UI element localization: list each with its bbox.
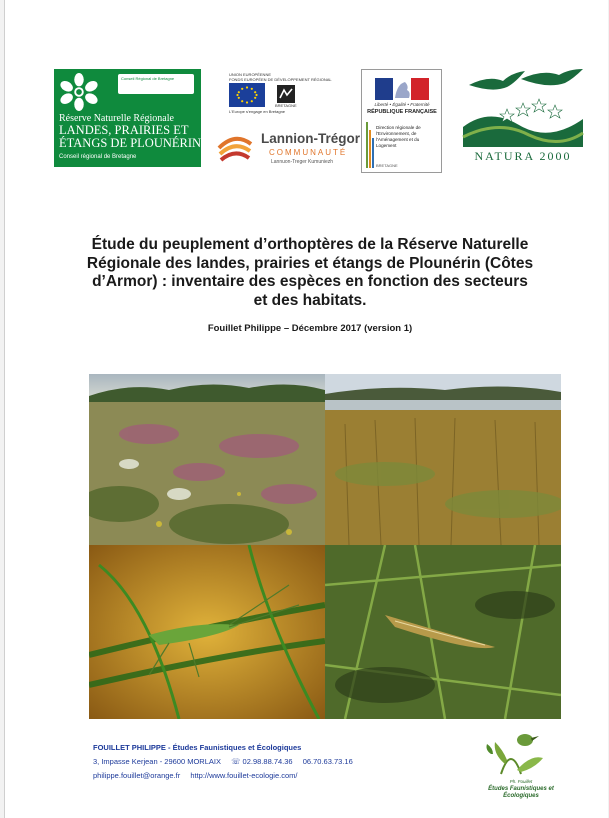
- footer-phone: ☏ 02.98.88.74.36: [231, 757, 293, 766]
- reserve-naturelle-logo: [54, 69, 201, 167]
- rnr-line-2: LANDES, PRAIRIES ET: [59, 123, 189, 137]
- rnr-line-3: ÉTANGS DE PLOUNÉRIN: [59, 136, 202, 150]
- marianne-icon: [375, 78, 429, 100]
- lannion-tregor-community: COMMUNAUTÉ: [269, 148, 348, 157]
- lannion-tregor-breton: Lannuon-Treger Kumuniezh: [271, 159, 334, 165]
- dreal-bars-icon: [366, 122, 374, 168]
- lannion-tregor-logo: [217, 128, 360, 168]
- footer-address-row: [93, 755, 473, 769]
- photo-pond-meadow: [325, 374, 561, 545]
- document-title: Étude du peuplement d’orthoptères de la Réserve Naturelle Régionale des landes, prairies et étangs de Plounérin (Côtes d’Armor) : inventaire des espèces en fonction des secteurs et des habitats.: [86, 236, 534, 309]
- fouillet-logo-text: Études Faunistiques et Écologiques: [488, 786, 554, 799]
- footer-mobile: 06.70.63.73.16: [302, 757, 353, 766]
- footer-organization: FOUILLET PHILIPPE - Études Faunistiques et Écologiques: [93, 743, 302, 752]
- fouillet-bird-icon: [481, 724, 561, 779]
- region-mini-logo: Conseil Régional de Bretagne: [118, 74, 194, 94]
- fouillet-logo-name: Ph. Fouillet: [509, 779, 533, 784]
- photo-grid: [89, 374, 561, 719]
- lannion-tregor-mark-icon: [217, 130, 253, 164]
- natura-2000-icon: [459, 67, 587, 147]
- footer-contact: [93, 741, 473, 783]
- reserve-flower-icon: [60, 73, 98, 111]
- republic-motto: Liberté • Égalité • Fraternité: [374, 102, 430, 107]
- natura-2000-label: NATURA 2000: [474, 149, 572, 163]
- bretagne-icon: [277, 85, 295, 103]
- footer-address: 3, Impasse Kerjean - 29600 MORLAIX: [93, 757, 221, 766]
- dreal-direction: Direction régionale de l'Environnement, de l'Aménagement et du Logement: [376, 125, 421, 148]
- prefecture-dreal-logo: [361, 69, 442, 173]
- fouillet-logo: [481, 724, 561, 810]
- eu-caption: UNION EUROPÉENNE FONDS EUROPÉEN DE DÉVELOPPEMENT RÉGIONAL: [229, 72, 332, 82]
- natura-2000-logo: [459, 67, 587, 171]
- footer-email-link[interactable]: philippe.fouillet@orange.fr: [93, 771, 181, 780]
- eu-flag-icon: [229, 83, 265, 107]
- document-page: [4, 0, 608, 818]
- footer-website-link[interactable]: http://www.fouillet-ecologie.com/: [190, 771, 298, 780]
- lannion-tregor-name: Lannion-Trégor: [261, 131, 360, 146]
- rnr-line-4: Conseil régional de Bretagne: [59, 154, 137, 160]
- bretagne-label: BRETAGNE: [275, 103, 297, 108]
- republic-name: RÉPUBLIQUE FRANÇAISE: [367, 109, 437, 115]
- photo-grasshopper-grass: [325, 545, 561, 719]
- eu-small-text: L'Europe s'engage en Bretagne: [229, 109, 286, 114]
- dreal-region: BRETAGNE: [376, 163, 398, 168]
- eu-feder-logo: [227, 72, 337, 118]
- rnr-line-1: Réserve Naturelle Régionale: [59, 113, 174, 124]
- footer-web-row: [93, 769, 473, 783]
- document-author: Fouillet Philippe – Décembre 2017 (version 1): [207, 323, 413, 334]
- photo-grasshopper-green: [89, 545, 325, 719]
- photo-heathland: [89, 374, 325, 545]
